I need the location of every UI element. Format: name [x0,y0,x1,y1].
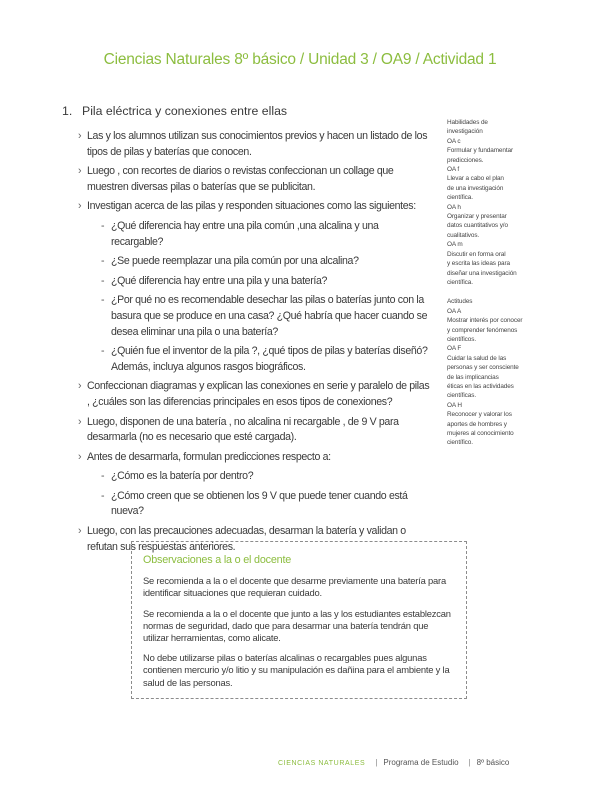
question-text: ¿Qué diferencia hay entre una pila y una batería? [111,274,328,287]
sidebar-line: científicas. [447,392,476,400]
sidebar-line: de las implicancias [447,373,499,381]
sidebar-line: datos cuantitativos y/o [447,222,508,230]
activity-item [78,379,430,410]
activity-text: Antes de desarmarla, formulan predicciones respecto a: [87,450,331,463]
footer-grade: 8º básico [476,758,510,767]
notes-paragraph: Se recomienda a la o el docente que desarme previamente una batería para identificar situaciones que requieran cuidado. [143,575,446,599]
teacher-notes-box [131,541,467,699]
notes-paragraph: No debe utilizarse pilas o baterías alcalinas o recargables pues algunas contienen mercurio y/o litio y su manipulación es dañina para el ambiente y la salud de las personas. [143,652,450,688]
question-item [78,274,430,290]
question-text: ¿Quién fue el inventor de la pila ?, ¿qué tipos de pilas y baterías diseñó? Además, incluya algunos rasgos biográficos. [111,345,428,373]
dash-marker: - [101,470,105,483]
sidebar-line: Cuidar la salud de las [447,354,507,362]
sidebar-line: éticas en las actividades [447,382,514,390]
question-text: ¿Por qué no es recomendable desechar las pilas o baterías junto con la basura que se produce en una casa? ¿Qué habría que hacer cuando se desea eliminar una pila o una batería? [111,294,428,338]
sidebar-line: OA f [447,166,460,174]
sidebar-line: científicos. [447,335,476,343]
sidebar-line: OA c [447,137,461,145]
question-item [78,344,430,375]
bullet-marker: › [78,165,82,178]
sidebar-line: OA h [447,203,461,211]
sidebar-line: Mostrar interés por conocer [447,317,523,325]
sidebar-line: y escrita las ideas para [447,260,510,268]
activity-text: Las y los alumnos utilizan sus conocimientos previos y hacen un listado de los tipos de pilas y baterías que conocen. [87,130,428,158]
activity-item [78,129,430,160]
sidebar-line: y comprender fenómenos [447,326,518,334]
bullet-marker: › [78,130,82,142]
sidebar-line: aportes de hombres y [447,420,507,428]
sidebar-line: científica. [447,194,473,202]
bullet-marker: › [78,380,82,393]
sidebar-line: personas y ser consciente [447,364,519,372]
sidebar-line: Discutir en forma oral [447,250,506,258]
bullet-marker: › [78,450,82,463]
section-title: Pila eléctrica y conexiones entre ellas [82,104,288,118]
dash-marker: - [101,294,105,307]
question-item [78,254,430,270]
sidebar-line: OA H [447,401,462,409]
sidebar-line: mujeres al conocimiento [447,430,514,437]
question-text: ¿Cómo es la batería por dentro? [111,470,254,483]
sidebar-line: Actitudes [447,298,473,306]
question-text: ¿Cómo creen que se obtienen los 9 V que puede tener cuando está nueva? [111,489,408,518]
footer-separator: | [375,758,378,767]
activity-list [78,129,430,559]
sidebar-line: OA A [447,307,462,315]
sidebar-line: científica. [447,278,473,286]
question-item [78,469,430,485]
sidebar-line: cualitativos. [447,231,480,239]
activity-text: Luego , con recortes de diarios o revistas confeccionan un collage que muestren diversas pilas o baterías que se publicitan. [87,165,394,193]
footer-subject: CIENCIAS NATURALES [278,760,366,767]
sidebar-line: OA m [447,241,463,249]
dash-marker: - [101,345,105,358]
sidebar-line: OA F [447,345,462,353]
bullet-marker: › [78,525,82,538]
page-footer [278,758,509,767]
activity-text: Investigan acerca de las pilas y responden situaciones como las siguientes: [87,200,416,213]
sidebar-gap [447,287,557,297]
dash-marker: - [101,255,105,268]
bullet-marker: › [78,415,82,428]
sidebar-objectives [447,118,557,448]
question-text: ¿Qué diferencia hay entre una pila común ,una alcalina y una recargable? [111,219,379,248]
dash-marker: - [101,274,105,287]
dash-marker: - [101,219,105,232]
bullet-marker: › [78,200,82,213]
activity-item [78,450,430,466]
sidebar-line: de una investigación [447,184,504,192]
activity-item [78,199,430,215]
footer-program: Programa de Estudio [383,758,459,767]
page-title: Ciencias Naturales 8º básico / Unidad 3 / OA9 / Actividad 1 [103,51,497,68]
sidebar-line: científico. [447,439,473,447]
sidebar-line: Reconocer y valorar los [447,411,512,419]
sidebar-line: Formular y fundamentar [447,147,513,155]
sidebar-line: Llevar a cabo el plan [447,175,504,183]
sidebar-line: Habilidades de [447,119,488,126]
question-item [78,219,430,250]
activity-text: Luego, con las precauciones adecuadas, desarman la batería y validan o refutan sus respuestas anteriores. [87,525,406,553]
question-item [78,489,430,520]
section-heading [62,104,287,118]
activity-text: Luego, disponen de una batería , no alcalina ni recargable , de 9 V para desarmarla (no es necesario que esté cargada). [87,415,399,444]
dash-marker: - [101,489,105,502]
notes-title: Observaciones a la o el docente [143,554,292,566]
notes-paragraph: Se recomienda a la o el docente que junto a las y los estudiantes establezcan normas de seguridad, dado que para desarmar una batería tendrán que utilizar herramientas, como alicate. [143,607,451,644]
footer-separator: | [468,758,471,767]
activity-item [78,164,430,195]
activity-item [78,415,430,446]
question-item [78,293,430,340]
activity-text: Confeccionan diagramas y explican las conexiones en serie y paralelo de pilas , ¿cuáles son las diferencias principales en esos tipos de conexiones? [87,380,430,408]
sidebar-line: diseñar una investigación [447,269,517,277]
section-number: 1. [62,104,73,118]
sidebar-line: investigación [447,128,483,136]
sidebar-line: Organizar y presentar [447,213,507,221]
question-text: ¿Se puede reemplazar una pila común por una alcalina? [111,255,359,268]
sidebar-line: predicciones. [447,156,484,164]
